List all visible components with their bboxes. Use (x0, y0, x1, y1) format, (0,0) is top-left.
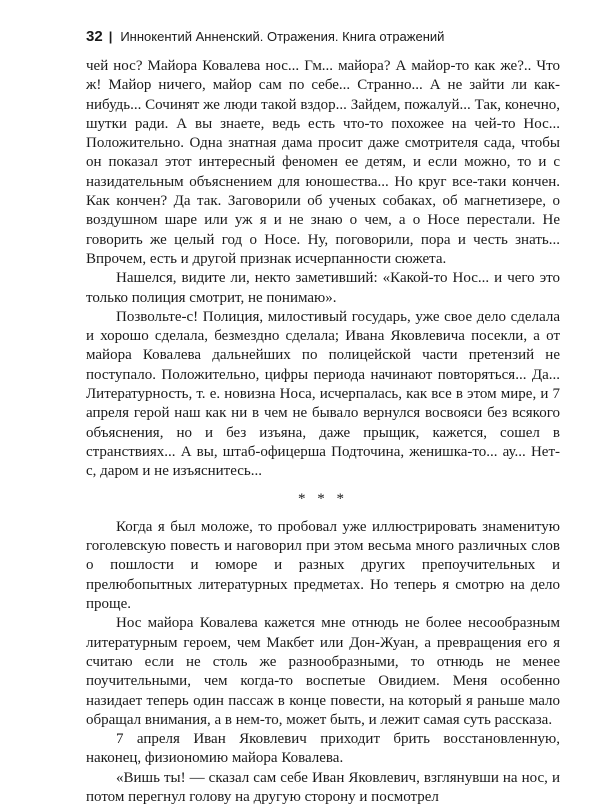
paragraph: Нос майора Ковалева кажется мне отнюдь не более несообразным литературным героем, чем Макбет или Дон-Жуан, а превращения его я считаю если не столь же разнообразными, то отнюдь не менее поучительными, чем когда-то воспетые Овидием. Меня особенно назидает теперь один пассаж в конце повести, на который я раньше мало обращал внимания, а в нем-то, может быть, и лежит самая суть рассказа. (86, 615, 560, 728)
paragraph: Нашелся, видите ли, некто заметивший: «Какой-то Нос... и чего это только полиция смотрит, не понимаю». (86, 270, 560, 306)
body-text (86, 57, 560, 807)
paragraph: Позвольте-с! Полиция, милостивый государь, уже свое дело сделала и хорошо сделала, безмездно сделала; Ивана Яковлевича посекли, а от майора Ковалева дальнейших по полицейской части претензий не поступало. Положительно, цифры периода начинают повторяться... Да... Литературность, т. е. новизна Носа, исчерпалась, как все в этом мире, и 7 апреля герой наш как ни в чем не бывало вернулся восвояси без всякого объяснения, но и без изъяна, даже прыщик, кажется, сошел в странствиях... А вы, штаб-офицерша Подточина, женишка-то... ау... Нет-с, даром и не изъяснитесь... (86, 308, 560, 480)
header-separator: | (108, 29, 113, 44)
paragraph: Когда я был моложе, то пробовал уже иллюстрировать знаменитую гоголевскую повесть и наговорил при этом весьма много различных слов о пошлости и юморе и разных других препоучительных и прелюбопытных литературных предметах. Но теперь я смотрю на дело проще. (86, 518, 560, 613)
running-title: Иннокентий Анненский. Отражения. Книга отражений (120, 29, 445, 44)
page-number: 32 (86, 28, 103, 45)
paragraph: 7 апреля Иван Яковлевич приходит брить восстановленную, наконец, физиономию майора Ковалева. (86, 731, 560, 767)
running-header (86, 28, 556, 52)
paragraph: «Вишь ты! — сказал сам себе Иван Яковлевич, взглянувши на нос, и потом перегнул голову на другую сторону и посмотрел (86, 769, 560, 805)
paragraph: чей нос? Майора Ковалева нос... Гм... майора? А майор-то как же?.. Что ж! Майор ничего, майор сам по себе... Странно... А не зайти ли как-нибудь... Сочинят же люди такой вздор... Зайдем, пожалуй... Так, конечно, шутки ради. А вы знаете, ведь есть что-то похожее на чей-то Нос... Положительно. Одна знатная дама просит даже смотрителя сада, чтобы он показал этот интересный феномен ее детям, и если можно, то и с назидательным объяснением для юношества... Но круг все-таки кончен. Как кончен? Да так. Заговорили об ученых собаках, об магнетизере, о воздушном шаре или уж я и не знаю о чем, а о Носе перестали. Не говорить же целый год о Носе. Ну, поговорили, пора и честь знать... Впрочем, есть и другой признак исчерпанности сюжета. (86, 58, 560, 267)
section-break: * * * (298, 490, 348, 507)
